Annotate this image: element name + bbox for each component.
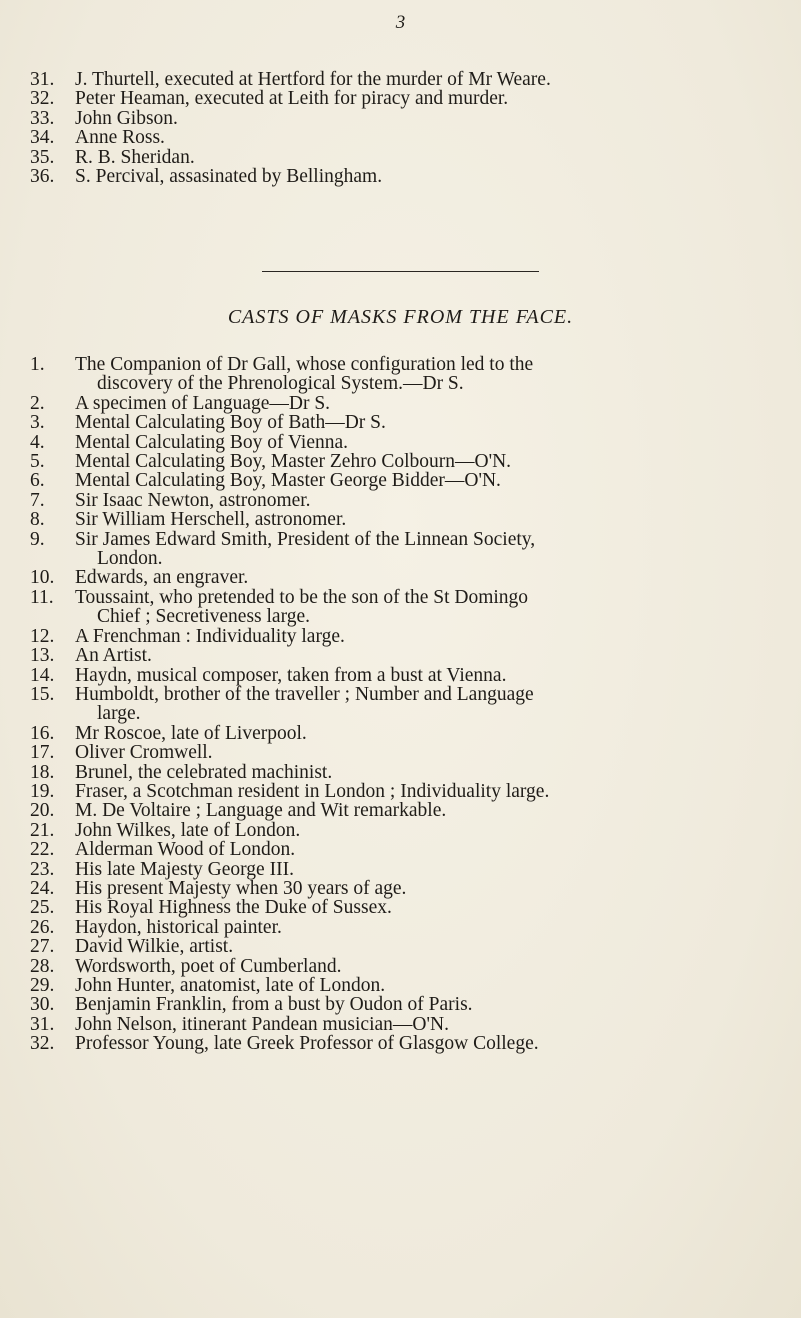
item-text-block	[70, 471, 780, 490]
item-number: 12.	[30, 625, 55, 647]
item-text: Fraser, a Scotchman resident in London ; Individuality large.	[75, 780, 550, 802]
item-text: J. Thurtell, executed at Hertford for the murder of Mr Weare.	[75, 69, 551, 90]
item-text-block	[70, 627, 780, 646]
list-item	[30, 70, 780, 89]
list-item	[30, 89, 780, 108]
item-text: Alderman Wood of London.	[75, 839, 296, 861]
item-number: 10.	[30, 567, 55, 589]
list-item	[30, 821, 780, 840]
item-text: Benjamin Franklin, from a bust by Oudon of Paris.	[75, 994, 473, 1016]
list-item	[30, 898, 780, 917]
list-item	[30, 510, 780, 529]
item-text-block	[70, 821, 780, 840]
item-text: Humboldt, brother of the traveller ; Number and Language	[75, 683, 534, 705]
item-number: 31.	[30, 1013, 55, 1035]
item-text-block	[70, 801, 780, 820]
item-number: 4.	[30, 431, 45, 453]
item-number: 18.	[30, 761, 55, 783]
item-text-block	[70, 918, 780, 937]
item-text-block	[70, 491, 780, 510]
item-text-block	[70, 666, 780, 685]
item-number: 32.	[30, 88, 55, 110]
item-text: Mental Calculating Boy, Master Zehro Colbourn—O'N.	[75, 451, 512, 473]
list-item	[30, 471, 780, 490]
item-number: 8.	[30, 509, 45, 531]
section-divider	[262, 271, 539, 272]
list-item	[30, 724, 780, 743]
item-number: 5.	[30, 451, 45, 473]
list-item	[30, 860, 780, 879]
item-text: The Companion of Dr Gall, whose configuration led to the	[75, 354, 534, 375]
list-item	[30, 937, 780, 956]
section-heading: CASTS OF MASKS FROM THE FACE.	[227, 306, 574, 328]
item-text-block	[70, 840, 780, 859]
list-item	[30, 491, 780, 510]
continued-list	[30, 70, 780, 186]
item-text: R. B. Sheridan.	[75, 146, 195, 168]
item-number: 28.	[30, 955, 55, 977]
item-text-block	[70, 860, 780, 879]
list-item	[30, 918, 780, 937]
item-text: Anne Ross.	[75, 127, 165, 149]
list-item	[30, 568, 780, 587]
item-text-block	[70, 167, 780, 186]
item-text: John Wilkes, late of London.	[75, 819, 301, 841]
item-number: 16.	[30, 722, 55, 744]
list-item	[30, 995, 780, 1014]
item-number: 7.	[30, 489, 45, 511]
item-text-block	[70, 782, 780, 801]
item-text-continuation: Chief ; Secretiveness large.	[97, 606, 310, 628]
list-item	[30, 627, 780, 646]
item-text: A specimen of Language—Dr S.	[75, 392, 331, 414]
casts-list	[30, 355, 780, 1054]
item-text-continuation: London.	[97, 548, 163, 570]
item-text-block	[70, 452, 780, 471]
item-number: 22.	[30, 839, 55, 861]
item-number: 34.	[30, 127, 55, 149]
item-number: 30.	[30, 994, 55, 1016]
item-number: 3.	[30, 412, 45, 434]
item-number: 13.	[30, 645, 55, 667]
list-item	[30, 743, 780, 762]
item-number: 9.	[30, 528, 45, 550]
list-item	[30, 976, 780, 995]
item-text-block	[70, 1034, 780, 1053]
item-text: Oliver Cromwell.	[75, 742, 213, 764]
list-item	[30, 879, 780, 898]
item-text: A Frenchman : Individuality large.	[75, 625, 345, 647]
item-text-block	[70, 879, 780, 898]
item-number: 20.	[30, 800, 55, 822]
item-text: Professor Young, late Greek Professor of Glasgow College.	[75, 1033, 539, 1055]
list-item	[30, 801, 780, 820]
list-item	[30, 763, 780, 782]
item-number: 17.	[30, 742, 55, 764]
item-text: Sir William Herschell, astronomer.	[75, 509, 347, 531]
item-number: 31.	[30, 69, 55, 90]
item-text-block	[70, 588, 780, 627]
item-number: 29.	[30, 975, 55, 996]
list-item	[30, 167, 780, 186]
list-item	[30, 355, 780, 394]
item-text-block	[70, 394, 780, 413]
item-number: 1.	[30, 354, 45, 375]
item-number: 2.	[30, 392, 45, 414]
item-number: 35.	[30, 146, 55, 168]
item-text-block	[70, 898, 780, 917]
item-text-block	[70, 530, 780, 569]
list-item	[30, 433, 780, 452]
item-text: Mental Calculating Boy of Bath—Dr S.	[75, 412, 386, 434]
item-text: Sir James Edward Smith, President of the Linnean Society,	[75, 528, 536, 550]
item-text: David Wilkie, artist.	[75, 936, 234, 958]
item-text-block	[70, 433, 780, 452]
list-item	[30, 685, 780, 724]
item-text-block	[70, 413, 780, 432]
item-number: 6.	[30, 470, 45, 492]
page-number: 3	[395, 12, 406, 33]
item-number: 36.	[30, 166, 55, 188]
item-text-block	[70, 355, 780, 394]
item-number: 33.	[30, 107, 55, 129]
item-text-block	[70, 995, 780, 1014]
item-text-block	[70, 510, 780, 529]
item-text: Haydn, musical composer, taken from a bust at Vienna.	[75, 664, 507, 686]
item-text: Mental Calculating Boy, Master George Bidder—O'N.	[75, 470, 501, 492]
list-item	[30, 109, 780, 128]
item-text: An Artist.	[75, 645, 152, 667]
item-number: 19.	[30, 780, 55, 802]
item-number: 23.	[30, 858, 55, 880]
list-item	[30, 413, 780, 432]
list-item	[30, 128, 780, 147]
item-text-block	[70, 976, 780, 995]
list-item	[30, 957, 780, 976]
item-text-block	[70, 646, 780, 665]
item-text: Edwards, an engraver.	[75, 567, 249, 589]
item-text-block	[70, 957, 780, 976]
list-item	[30, 646, 780, 665]
item-text-block	[70, 724, 780, 743]
item-text-block	[70, 148, 780, 167]
item-number: 21.	[30, 819, 55, 841]
item-text-block	[70, 685, 780, 724]
item-text: Mental Calculating Boy of Vienna.	[75, 431, 349, 453]
item-text: John Gibson.	[75, 107, 178, 129]
item-text: Toussaint, who pretended to be the son of the St Domingo	[75, 586, 529, 608]
item-text-block	[70, 743, 780, 762]
list-item	[30, 782, 780, 801]
item-number: 11.	[30, 586, 54, 608]
item-text-continuation: discovery of the Phrenological System.—Dr S.	[97, 373, 464, 395]
item-text-block	[70, 568, 780, 587]
item-number: 26.	[30, 916, 55, 938]
item-number: 24.	[30, 877, 55, 899]
item-text: John Hunter, anatomist, late of London.	[75, 975, 386, 996]
item-text-block	[70, 70, 780, 89]
item-text: His present Majesty when 30 years of age.	[75, 877, 407, 899]
list-item	[30, 452, 780, 471]
list-item	[30, 666, 780, 685]
item-text: Peter Heaman, executed at Leith for piracy and murder.	[75, 88, 509, 110]
item-text: His Royal Highness the Duke of Sussex.	[75, 897, 392, 919]
item-text-block	[70, 89, 780, 108]
list-item	[30, 588, 780, 627]
item-text-continuation: large.	[97, 703, 141, 725]
item-text: Haydon, historical painter.	[75, 916, 282, 938]
item-number: 27.	[30, 936, 55, 958]
item-text: Sir Isaac Newton, astronomer.	[75, 489, 311, 511]
item-text: Wordsworth, poet of Cumberland.	[75, 955, 342, 977]
item-text: His late Majesty George III.	[75, 858, 294, 880]
item-number: 32.	[30, 1033, 55, 1055]
item-text-block	[70, 109, 780, 128]
list-item	[30, 1034, 780, 1053]
item-text: John Nelson, itinerant Pandean musician—O'N.	[75, 1013, 449, 1035]
list-item	[30, 148, 780, 167]
item-text-block	[70, 128, 780, 147]
item-text-block	[70, 763, 780, 782]
item-number: 15.	[30, 683, 55, 705]
item-text-block	[70, 937, 780, 956]
item-text-block	[70, 1015, 780, 1034]
list-item	[30, 394, 780, 413]
list-item	[30, 1015, 780, 1034]
item-number: 14.	[30, 664, 55, 686]
list-item	[30, 530, 780, 569]
item-number: 25.	[30, 897, 55, 919]
item-text: Mr Roscoe, late of Liverpool.	[75, 722, 307, 744]
list-item	[30, 840, 780, 859]
item-text: Brunel, the celebrated machinist.	[75, 761, 333, 783]
item-text: M. De Voltaire ; Language and Wit remarkable.	[75, 800, 447, 822]
item-text: S. Percival, assasinated by Bellingham.	[75, 166, 383, 188]
